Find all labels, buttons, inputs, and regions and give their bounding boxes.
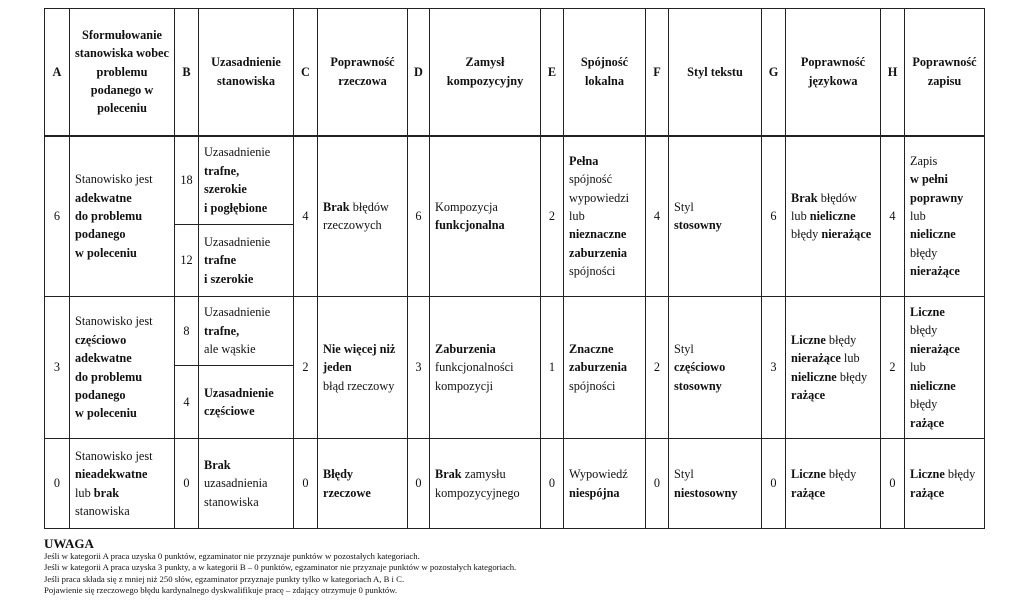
- uzasadnienie-cell: Brak uzasadnienia stanowiska: [199, 439, 294, 529]
- poprawnosc-zapisu-cell: Liczne błędy rażące: [905, 439, 985, 529]
- poprawnosc-jezykowa-cell: Liczne błędy rażące: [786, 439, 881, 529]
- header-styl: Styl tekstu: [669, 9, 762, 136]
- header-h: H: [881, 9, 905, 136]
- b-points-cell: 0: [175, 439, 199, 529]
- header-g: G: [762, 9, 786, 136]
- spojnosc-cell: Znaczne zaburzenia spójności: [564, 297, 646, 439]
- table-row-6-upper: [45, 136, 985, 225]
- h-points-cell: 2: [881, 297, 905, 439]
- d-points-cell: 0: [408, 439, 430, 529]
- poprawnosc-rzeczowa-cell: Błędy rzeczowe: [318, 439, 408, 529]
- e-points-cell: 0: [541, 439, 564, 529]
- c-points-cell: 2: [294, 297, 318, 439]
- stanowisko-cell: Stanowisko jest nieadekwatne lub brak stanowiska: [70, 439, 175, 529]
- c-points-cell: 4: [294, 136, 318, 297]
- a-points-cell: 0: [45, 439, 70, 529]
- g-points-cell: 3: [762, 297, 786, 439]
- d-points-cell: 3: [408, 297, 430, 439]
- b-points-cell: 8: [175, 297, 199, 366]
- spojnosc-cell: Wypowiedź niespójna: [564, 439, 646, 529]
- note-title: UWAGA: [44, 536, 94, 551]
- poprawnosc-rzeczowa-cell: Brak błędów rzeczowych: [318, 136, 408, 297]
- stanowisko-cell: Stanowisko jest adekwatne do problemu podanego w poleceniu: [70, 136, 175, 297]
- poprawnosc-rzeczowa-cell: Nie więcej niż jeden błąd rzeczowy: [318, 297, 408, 439]
- note-line: Jeśli w kategorii A praca uzyska 3 punkty, a w kategorii B – 0 punktów, egzaminator nie przyznaje punktów w pozostałych kategoriach.: [44, 562, 517, 573]
- e-points-cell: 2: [541, 136, 564, 297]
- zamysl-cell: Kompozycja funkcjonalna: [430, 136, 541, 297]
- a-points-cell: 3: [45, 297, 70, 439]
- header-b: B: [175, 9, 199, 136]
- h-points-cell: 0: [881, 439, 905, 529]
- poprawnosc-zapisu-cell: Zapis w pełni poprawny lub nieliczne błędy nierażące: [905, 136, 985, 297]
- header-c: C: [294, 9, 318, 136]
- b-points-cell: 12: [175, 225, 199, 297]
- poprawnosc-jezykowa-cell: Brak błędów lub nieliczne błędy nierażące: [786, 136, 881, 297]
- poprawnosc-zapisu-cell: Liczne błędy nierażące lub nieliczne błędy rażące: [905, 297, 985, 439]
- assessment-criteria-table-wrapper: [44, 8, 984, 529]
- spojnosc-cell: Pełna spójność wypowiedzi lub nieznaczne zaburzenia spójności: [564, 136, 646, 297]
- poprawnosc-jezykowa-cell: Liczne błędy nierażące lub nieliczne błędy rażące: [786, 297, 881, 439]
- uzasadnienie-cell: Uzasadnienie trafne, szerokie i pogłębione: [199, 136, 294, 225]
- uzasadnienie-cell: Uzasadnienie trafne, ale wąskie: [199, 297, 294, 366]
- b-points-cell: 4: [175, 366, 199, 439]
- assessment-criteria-table: [44, 8, 985, 529]
- styl-cell: Styl stosowny: [669, 136, 762, 297]
- a-points-cell: 6: [45, 136, 70, 297]
- zamysl-cell: Brak zamysłu kompozycyjnego: [430, 439, 541, 529]
- header-poprawnosc-jezykowa: Poprawność językowa: [786, 9, 881, 136]
- uzasadnienie-cell: Uzasadnienie trafne i szerokie: [199, 225, 294, 297]
- f-points-cell: 0: [646, 439, 669, 529]
- uzasadnienie-cell: Uzasadnienie częściowe: [199, 366, 294, 439]
- f-points-cell: 4: [646, 136, 669, 297]
- g-points-cell: 0: [762, 439, 786, 529]
- table-row-3-upper: [45, 297, 985, 366]
- header-uzasadnienie: Uzasadnienie stanowiska: [199, 9, 294, 136]
- header-a: A: [45, 9, 70, 136]
- header-poprawnosc-rzeczowa: Poprawność rzeczowa: [318, 9, 408, 136]
- styl-cell: Styl częściowo stosowny: [669, 297, 762, 439]
- table-row-0: [45, 439, 985, 529]
- header-spojnosc: Spójność lokalna: [564, 9, 646, 136]
- note-line: Jeśli w kategorii A praca uzyska 0 punktów, egzaminator nie przyznaje punktów w pozostałych kategoriach.: [44, 551, 420, 561]
- header-poprawnosc-zapisu: Poprawność zapisu: [905, 9, 985, 136]
- f-points-cell: 2: [646, 297, 669, 439]
- b-points-cell: 18: [175, 136, 199, 225]
- h-points-cell: 4: [881, 136, 905, 297]
- header-d: D: [408, 9, 430, 136]
- e-points-cell: 1: [541, 297, 564, 439]
- header-zamysl: Zamysł kompozycyjny: [430, 9, 541, 136]
- styl-cell: Styl niestosowny: [669, 439, 762, 529]
- note-line: Pojawienie się rzeczowego błędu kardynalnego dyskwalifikuje pracę – zdający otrzymuje 0 punktów.: [44, 585, 398, 596]
- header-e: E: [541, 9, 564, 136]
- note-section: [44, 537, 984, 597]
- header-row: [45, 9, 985, 136]
- c-points-cell: 0: [294, 439, 318, 529]
- stanowisko-cell: Stanowisko jest częściowo adekwatne do problemu podanego w poleceniu: [70, 297, 175, 439]
- g-points-cell: 6: [762, 136, 786, 297]
- zamysl-cell: Zaburzenia funkcjonalności kompozycji: [430, 297, 541, 439]
- d-points-cell: 6: [408, 136, 430, 297]
- note-line: Jeśli praca składa się z mniej niż 250 słów, egzaminator przyznaje punkty tylko w kategoriach A, B i C.: [44, 573, 405, 584]
- header-f: F: [646, 9, 669, 136]
- header-stanowisko: Sformułowanie stanowiska wobec problemu podanego w poleceniu: [70, 9, 175, 136]
